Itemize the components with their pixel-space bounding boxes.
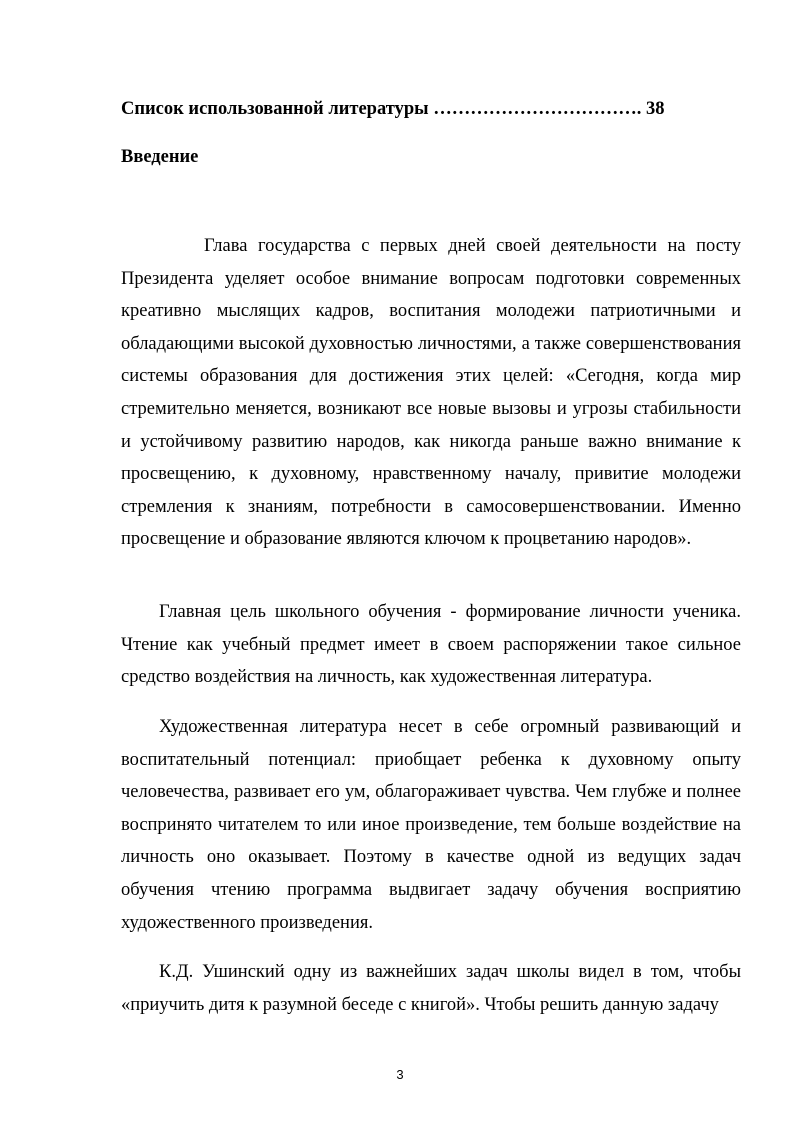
section-heading: Введение: [121, 147, 199, 167]
paragraph: Художественная литература несет в себе огромный развивающий и воспитательный потенциал: приобщает ребенка к духовному опыту человечества, развивает его ум, облагораживает чувства. Чем глубже и полнее воспринято читателем то или иное произведение, тем больше воздействие на личность оно оказывает. Поэтому в качестве одной из ведущих задач обучения чтению программа выдвигает задачу обучения восприятию художественного произведения.: [121, 717, 741, 933]
toc-page-number: 38: [645, 99, 665, 119]
page-number: 3: [396, 1067, 404, 1082]
toc-entry-label: Список использованной литературы: [121, 99, 429, 119]
toc-entry: [121, 96, 664, 122]
paragraph: Главная цель школьного обучения - формирование личности ученика. Чтение как учебный предмет имеет в своем распоряжении такое сильное средство воздействия на личность, как художественная литература.: [121, 602, 741, 688]
paragraph: К.Д. Ушинский одну из важнейших задач школы видел в том, чтобы «приучить дитя к разумной беседе с книгой». Чтобы решить данную задачу: [121, 962, 741, 1015]
toc-leader-dots: …………………………….: [428, 99, 646, 119]
paragraph: Глава государства с первых дней своей деятельности на посту Президента уделяет особое внимание вопросам подготовки современных креативно мыслящих кадров, воспитания молодежи патриотичными и обладающими высокой духовностью личностями, а также совершенствования системы образования для достижения этих целей: «Сегодня, когда мир стремительно меняется, возникают все новые вызовы и угрозы стабильности и устойчивому развитию народов, как никогда раньше важно внимание к просвещению, к духовному, нравственному началу, привитие молодежи стремления к знаниям, потребности в самосовершенствовании. Именно просвещение и образование являются ключом к процветанию народов».: [121, 236, 741, 550]
